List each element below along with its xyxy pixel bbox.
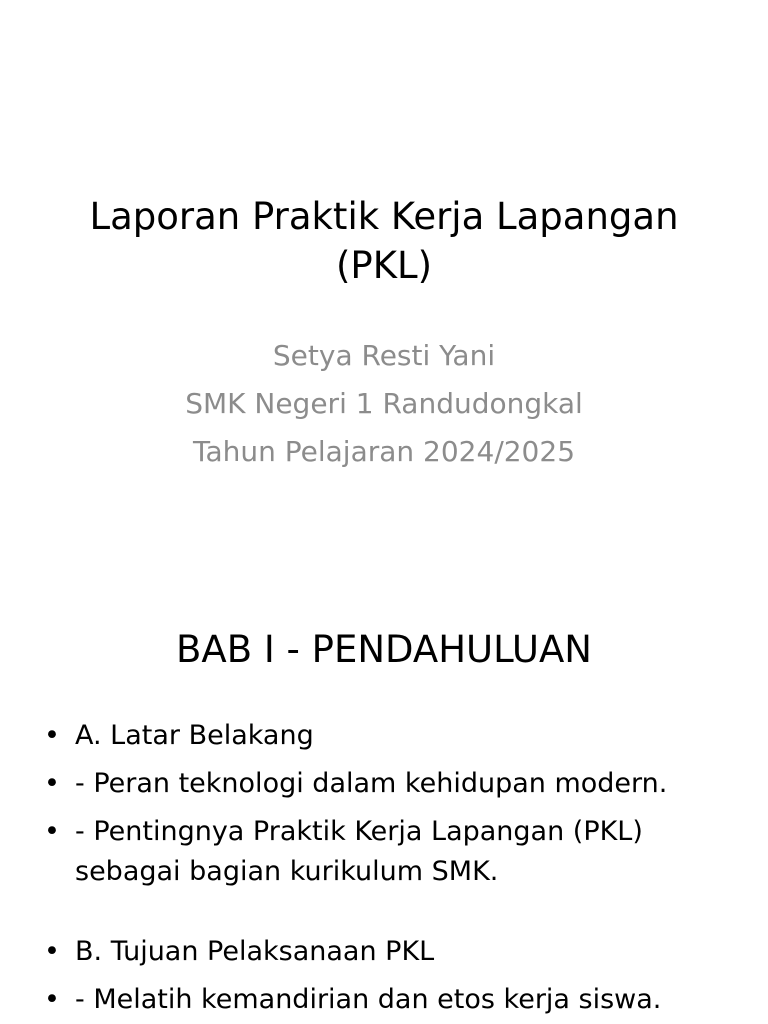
list-item (44, 980, 744, 1020)
bullet-icon: • (44, 936, 60, 967)
student-name: Setya Resti Yani (272, 339, 496, 372)
school-name: SMK Negeri 1 Randudongkal (185, 387, 583, 420)
report-title-line-2: (PKL) (335, 244, 433, 287)
list-item-text: - Peran teknologi dalam kehidupan modern. (75, 768, 668, 799)
chapter-title: BAB I - PENDAHULUAN (176, 628, 592, 671)
bullet-icon: • (44, 720, 60, 751)
bullet-icon: • (44, 984, 60, 1015)
chapter-slide (0, 576, 768, 1024)
bullet-icon: • (44, 768, 60, 799)
list-item (44, 932, 744, 972)
list-item-text: B. Tujuan Pelaksanaan PKL (75, 936, 435, 967)
list-item-text: - Pentingnya Praktik Kerja Lapangan (PKL) sebagai bagian kurikulum SMK. (75, 816, 643, 887)
academic-year: Tahun Pelajaran 2024/2025 (192, 435, 576, 468)
report-title (40, 192, 728, 290)
list-item (44, 812, 744, 892)
bullet-icon: • (44, 816, 60, 847)
list-item (44, 716, 744, 756)
bullet-list (44, 716, 744, 1024)
list-item-text: A. Latar Belakang (75, 720, 314, 751)
list-item (44, 764, 744, 804)
report-subtitle (40, 332, 728, 476)
report-title-line-1: Laporan Praktik Kerja Lapangan (89, 195, 679, 238)
list-item-text: - Melatih kemandirian dan etos kerja siswa. (75, 984, 662, 1015)
